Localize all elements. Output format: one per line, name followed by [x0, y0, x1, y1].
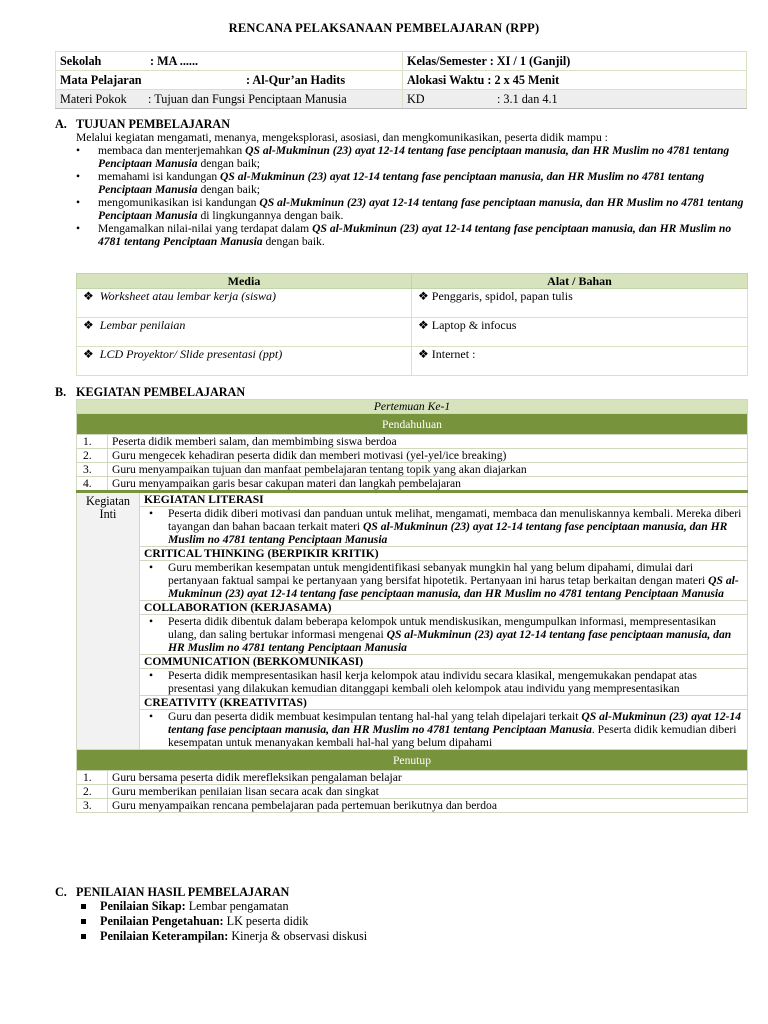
- core-item-row: [77, 507, 748, 547]
- media-text: Lembar penilaian: [99, 318, 186, 332]
- opening-step: Guru menyampaikan tujuan dan manfaat pembelajaran tentang topik yang akan diajarkan: [108, 463, 748, 477]
- kd-label: KD: [407, 91, 425, 106]
- bullet-icon: •: [76, 144, 81, 157]
- subject-value: : Al-Qur’an Hadits: [246, 72, 346, 87]
- opening-row: 4. Guru menyampaikan garis besar cakupan materi dan langkah pembelajaran: [77, 477, 748, 492]
- objective-item: [76, 196, 748, 222]
- core-text: Guru dan peserta didik membuat kesimpulan tentang hal-hal yang telah dipelajari terkait: [167, 710, 582, 723]
- topic-value: : Tujuan dan Fungsi Penciptaan Manusia: [148, 91, 347, 106]
- core-heading-row: [77, 601, 748, 615]
- square-bullet-icon: [81, 934, 86, 939]
- objective-suffix: dengan baik.: [262, 235, 325, 248]
- assessment-value: LK peserta didik: [223, 914, 309, 928]
- objectives-block: [76, 131, 748, 248]
- tools-cell: [412, 347, 748, 376]
- opening-step: Guru mengecek kehadiran peserta didik dan memberi motivasi (yel-yel/ice breaking): [108, 449, 748, 463]
- objective-item: [76, 170, 748, 196]
- square-bullet-icon: [81, 904, 86, 909]
- diamond-bullet-icon: ❖: [418, 347, 429, 361]
- school-label: Sekolah: [60, 53, 102, 68]
- core-reference: QS al-Mukminun (23) ayat 12-14 tentang fase penciptaan manusia, dan HR Muslim no 4781 tentang Penciptaan Manusia: [167, 520, 728, 546]
- core-item: [144, 669, 743, 695]
- objective-reference: QS al-Mukminun (23) ayat 12-14 tentang fase penciptaan manusia, dan HR Muslim no 4781 tentang Penciptaan Manusia: [98, 196, 744, 222]
- time-label: Alokasi Waktu: [407, 72, 485, 87]
- closing-step: Guru menyampaikan rencana pembelajaran pada pertemuan berikutnya dan berdoa: [108, 799, 748, 813]
- core-item-row: [77, 615, 748, 655]
- closing-row: 1. Guru bersama peserta didik merefleksikan pengalaman belajar: [77, 771, 748, 785]
- core-item-row: [77, 669, 748, 696]
- bullet-icon: •: [76, 170, 81, 183]
- objective-reference: QS al-Mukminun (23) ayat 12-14 tentang fase penciptaan manusia, dan HR Muslim no 4781 tentang Penciptaan Manusia: [98, 170, 705, 196]
- tools-cell: [412, 318, 748, 347]
- core-text: Peserta didik mempresentasikan hasil kerja kelompok atau individu secara klasikal, mengemukakan pendapat atas presentasi yang dilakukan kemudian ditanggapi kembali oleh kelompok atau individu yang mempresentasikan: [167, 669, 697, 695]
- assessment-item: [78, 915, 367, 930]
- subject-label: Mata Pelajaran: [60, 72, 142, 87]
- core-text: Guru memberikan kesempatan untuk mengidentifikasi sebanyak mungkin hal yang belum dipahami, dimulai dari pertanyaan faktual sampai ke pertanyaan yang bersifat hipotetik. Pertanyaan ini harus tetap berkaitan dengan materi: [167, 561, 709, 587]
- diamond-bullet-icon: ❖: [418, 318, 429, 332]
- media-cell: [77, 347, 412, 376]
- class-value: : XI / 1 (Ganjil): [489, 53, 571, 68]
- tools-cell: [412, 289, 748, 318]
- closing-row: 2. Guru memberikan penilaian lisan secara acak dan singkat: [77, 785, 748, 799]
- section-c-heading: [55, 886, 289, 899]
- assessment-value: Lembar pengamatan: [185, 899, 289, 913]
- opening-step: Guru menyampaikan garis besar cakupan materi dan langkah pembelajaran: [108, 477, 748, 492]
- section-b-title: KEGIATAN PEMBELAJARAN: [76, 385, 246, 399]
- meeting-row: [77, 400, 748, 414]
- media-header-row: [77, 274, 748, 289]
- opening-row: 3. Guru menyampaikan tujuan dan manfaat pembelajaran tentang topik yang akan diajarkan: [77, 463, 748, 477]
- activities-table: [76, 399, 748, 813]
- objective-reference: QS al-Mukminun (23) ayat 12-14 tentang fase penciptaan manusia, dan HR Muslim no 4781 tentang Penciptaan Manusia: [98, 144, 730, 170]
- media-column-header: Media: [77, 274, 412, 289]
- media-text: LCD Proyektor/ Slide presentasi (ppt): [99, 347, 283, 361]
- opening-header: Pendahuluan: [77, 414, 748, 435]
- tools-text: Laptop & infocus: [431, 318, 517, 332]
- core-item: [144, 615, 743, 654]
- core-subheading: COMMUNICATION (BERKOMUNIKASI): [139, 655, 747, 669]
- core-activity-label: [77, 492, 140, 750]
- bullet-icon: •: [148, 669, 154, 682]
- core-heading-row: [77, 492, 748, 507]
- tools-text: Penggaris, spidol, papan tulis: [431, 289, 573, 303]
- media-row: [77, 318, 748, 347]
- core-reference: QS al-Mukminun (23) ayat 12-14 tentang fase penciptaan manusia, dan HR Muslim no 4781 tentang Penciptaan Manusia: [167, 574, 739, 600]
- core-suffix: . Peserta didik kemudian diberi kesempatan untuk menanyakan kembali hal-hal yang belum dipahami: [167, 723, 737, 749]
- core-reference: QS al-Mukminun (23) ayat 12-14 tentang fase penciptaan manusia, dan HR Muslim no 4781 tentang Penciptaan Manusia: [167, 710, 742, 736]
- identity-row-3: [56, 90, 747, 109]
- section-c-title: PENILAIAN HASIL PEMBELAJARAN: [76, 885, 290, 899]
- assessment-label: Penilaian Pengetahuan:: [100, 914, 224, 928]
- meeting-label: Pertemuan Ke-1: [77, 400, 748, 414]
- media-cell: [77, 318, 412, 347]
- topic-label: Materi Pokok: [60, 91, 127, 106]
- diamond-bullet-icon: ❖: [83, 347, 94, 361]
- kd-cell: [403, 90, 747, 109]
- core-label-line-1: Kegiatan: [85, 494, 130, 508]
- identity-row-2: [56, 71, 747, 90]
- kd-value: : 3.1 dan 4.1: [497, 91, 558, 106]
- school-cell: [56, 52, 403, 71]
- core-item: [144, 710, 743, 749]
- time-value: : 2 x 45 Menit: [487, 72, 560, 87]
- core-subheading: CREATIVITY (KREATIVITAS): [139, 696, 747, 710]
- core-item: [144, 507, 743, 546]
- section-b-letter: B.: [55, 385, 67, 399]
- tools-column-header: Alat / Bahan: [412, 274, 748, 289]
- objective-suffix: di lingkungannya dengan baik.: [197, 209, 344, 222]
- bullet-icon: •: [76, 222, 81, 235]
- media-cell: [77, 289, 412, 318]
- section-c-letter: C.: [55, 885, 67, 899]
- core-heading-row: [77, 696, 748, 710]
- objective-text: mengomunikasikan isi kandungan: [98, 196, 260, 209]
- school-value: : MA ......: [150, 53, 199, 68]
- core-label-line-2: Inti: [99, 507, 117, 521]
- identity-row-1: [56, 52, 747, 71]
- core-text: Peserta didik dibentuk dalam beberapa kelompok untuk mendiskusikan, mengumpulkan informasi, mempresentasikan ulang, dan saling bertukar informasi mengenai: [167, 615, 716, 641]
- section-a-heading: [55, 118, 230, 131]
- diamond-bullet-icon: ❖: [83, 289, 94, 303]
- document-title: RENCANA PELAKSANAAN PEMBELAJARAN (RPP): [228, 21, 540, 35]
- core-subheading: COLLABORATION (KERJASAMA): [139, 601, 747, 615]
- core-heading-row: [77, 547, 748, 561]
- diamond-bullet-icon: ❖: [83, 318, 94, 332]
- media-row: [77, 289, 748, 318]
- time-cell: [403, 71, 747, 90]
- media-table: [76, 273, 748, 376]
- closing-step: Guru bersama peserta didik merefleksikan pengalaman belajar: [108, 771, 748, 785]
- assessment-list: [78, 900, 367, 945]
- bullet-icon: •: [148, 615, 154, 628]
- assessment-label: Penilaian Keterampilan:: [100, 929, 229, 943]
- objective-reference: QS al-Mukminun (23) ayat 12-14 tentang fase penciptaan manusia, dan HR Muslim no 4781 tentang Penciptaan Manusia: [98, 222, 732, 248]
- assessment-item: [78, 930, 367, 945]
- objective-text: memahami isi kandungan: [98, 170, 221, 183]
- opening-step: Peserta didik memberi salam, dan membimbing siswa berdoa: [108, 435, 748, 449]
- square-bullet-icon: [81, 919, 86, 924]
- bullet-icon: •: [148, 710, 154, 723]
- core-subheading: CRITICAL THINKING (BERPIKIR KRITIK): [139, 547, 747, 561]
- closing-row: 3. Guru menyampaikan rencana pembelajaran pada pertemuan berikutnya dan berdoa: [77, 799, 748, 813]
- opening-header-row: [77, 414, 748, 435]
- section-a-title: TUJUAN PEMBELAJARAN: [76, 117, 231, 131]
- objective-item: [76, 222, 748, 248]
- diamond-bullet-icon: ❖: [418, 289, 429, 303]
- closing-header: Penutup: [77, 750, 748, 771]
- assessment-label: Penilaian Sikap:: [100, 899, 186, 913]
- closing-step: Guru memberikan penilaian lisan secara acak dan singkat: [108, 785, 748, 799]
- subject-cell: [56, 71, 403, 90]
- core-heading-row: [77, 655, 748, 669]
- objective-text: membaca dan menterjemahkan: [98, 144, 246, 157]
- section-b-heading: [55, 386, 245, 399]
- bullet-icon: •: [76, 196, 81, 209]
- objectives-intro: Melalui kegiatan mengamati, menanya, mengeksplorasi, asosiasi, dan mengkomunikasikan, peserta didik mampu :: [76, 131, 608, 144]
- closing-header-row: [77, 750, 748, 771]
- opening-row: 2. Guru mengecek kehadiran peserta didik dan memberi motivasi (yel-yel/ice breaking): [77, 449, 748, 463]
- opening-row: 1. Peserta didik memberi salam, dan membimbing siswa berdoa: [77, 435, 748, 449]
- section-a-letter: A.: [55, 117, 67, 131]
- bullet-icon: •: [148, 507, 154, 520]
- objective-suffix: dengan baik;: [197, 157, 261, 170]
- assessment-value: Kinerja & observasi diskusi: [228, 929, 368, 943]
- objective-suffix: dengan baik;: [197, 183, 261, 196]
- bullet-icon: •: [148, 561, 154, 574]
- class-label: Kelas/Semester: [407, 53, 487, 68]
- core-subheading: KEGIATAN LITERASI: [139, 492, 747, 507]
- topic-cell: [56, 90, 403, 109]
- core-item: [144, 561, 743, 600]
- core-reference: QS al-Mukminun (23) ayat 12-14 tentang fase penciptaan manusia, dan HR Muslim no 4781 tentang Penciptaan Manusia: [167, 628, 732, 654]
- assessment-item: [78, 900, 367, 915]
- core-text: Peserta didik diberi motivasi dan panduan untuk melihat, mengamati, membaca dan menuliskannya kembali. Mereka diberi tayangan dan bahan bacaan terkait materi: [167, 507, 742, 533]
- identity-table: [55, 51, 747, 109]
- class-cell: [403, 52, 747, 71]
- media-text: Worksheet atau lembar kerja (siswa): [99, 289, 276, 303]
- core-item-row: [77, 710, 748, 750]
- core-item-row: [77, 561, 748, 601]
- media-row: [77, 347, 748, 376]
- objective-item: [76, 144, 748, 170]
- tools-text: Internet :: [431, 347, 476, 361]
- objective-text: Mengamalkan nilai-nilai yang terdapat dalam: [98, 222, 313, 235]
